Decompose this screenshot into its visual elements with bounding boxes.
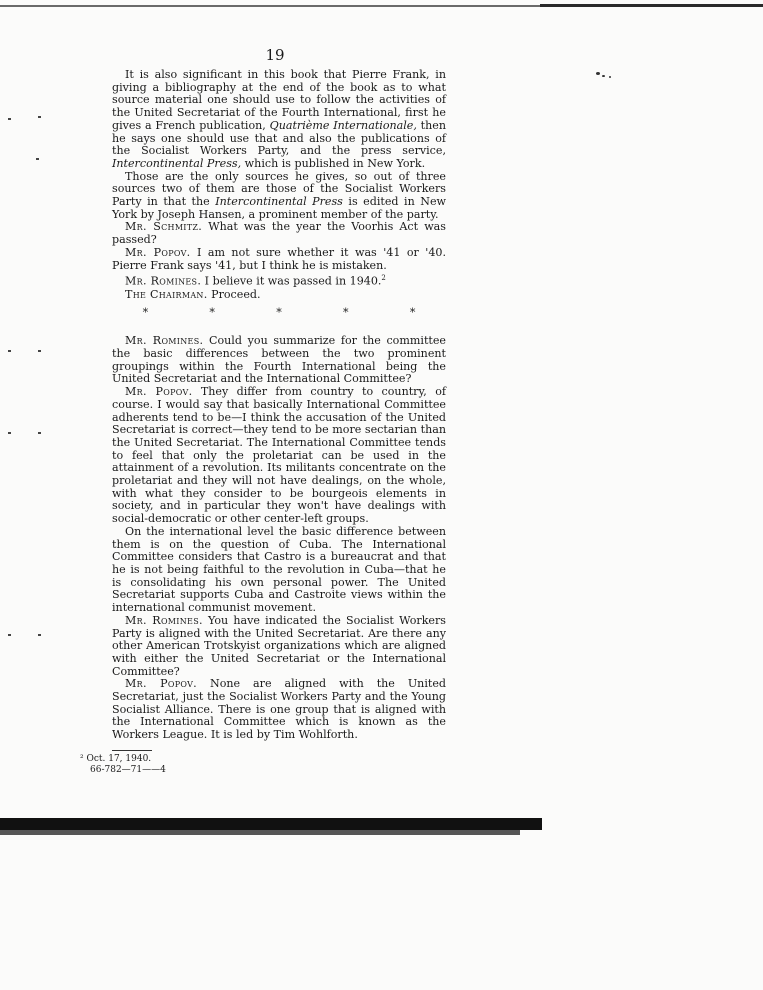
page-number: 19 <box>265 46 285 64</box>
paragraph-text: I believe it was passed in 1940. <box>201 274 382 288</box>
paragraph-text: What was the year the Voorhis Act was passed? <box>112 220 446 247</box>
footnote-marker: 2 <box>381 274 386 283</box>
footnote-rule <box>112 750 152 751</box>
paragraph-text: On the international level the basic difference between them is on the question of Cuba. The International Committee considers that Castro is a bureaucrat and that he is not being faithful to the revolution in Cuba—that he is consolidating his own personal power. The United Secretariat supports Cuba and Castroite views within the international communist movement. <box>112 524 446 615</box>
publication-title: Intercontinental Press <box>215 195 343 209</box>
asterisk: * <box>209 306 215 320</box>
asterisk: * <box>142 306 149 320</box>
paragraph <box>112 386 446 526</box>
asterisk: * <box>276 306 282 320</box>
margin-mark <box>38 634 41 636</box>
speaker-name: Mr. Popov. <box>125 385 193 399</box>
speaker-name: The Chairman. <box>125 287 208 301</box>
top-scan-edge-bold <box>540 4 763 7</box>
paragraph-text: Those are the only sources he gives, so out of three sources two of them are those of the Socialist Workers Party in that the <box>112 169 446 209</box>
speaker-name: Mr. Popov. <box>125 677 198 691</box>
margin-mark <box>38 350 41 352</box>
paragraph <box>112 335 446 386</box>
speaker-name: Mr. Schmitz. <box>125 220 203 234</box>
print-code: 66-782—71——4 <box>90 764 166 775</box>
speaker-name: Mr. Popov. <box>125 245 191 259</box>
asterisk: * <box>343 306 349 320</box>
speaker-name: Mr. Romines. <box>125 613 203 627</box>
paragraph-text: I am not sure whether it was '41 or '40. Pierre Frank says '41, but I think he is mistaken. <box>112 245 446 272</box>
paragraph <box>112 221 446 246</box>
paragraph-text: You have indicated the Socialist Workers Party is aligned with the United Secretariat. Are there any other American Trotskyist organizations which are aligned with either the United Secretariat or the International Committee? <box>112 613 446 678</box>
margin-mark <box>38 432 41 434</box>
footnote-text: ² Oct. 17, 1940. <box>80 753 152 764</box>
publication-title: Quatrième Internationale, <box>269 118 417 132</box>
section-break <box>112 301 446 325</box>
paragraph <box>112 69 446 171</box>
paragraph-text: Could you summarize for the committee the basic differences between the two prominent groupings within the Fourth International being the United Secretariat and the International Committee? <box>112 334 446 386</box>
margin-mark <box>8 432 11 434</box>
margin-mark <box>36 158 39 160</box>
footnote <box>80 750 446 776</box>
paragraph-text: is edited in New York by Joseph Hansen, a prominent member of the party. <box>112 195 447 221</box>
paragraph-text: then he says one should use that and also the publications of the Socialist Workers Party, and the press service, <box>112 118 446 158</box>
margin-mark <box>8 350 11 352</box>
paragraph <box>112 272 446 288</box>
paragraph <box>112 526 446 615</box>
margin-mark <box>8 634 11 636</box>
paragraph <box>112 678 446 742</box>
publication-title: Intercontinental Press, <box>112 156 242 170</box>
speaker-name: Mr. Romines. <box>125 274 202 288</box>
paragraph-text: It is also significant in this book that Pierre Frank, in giving a bibliography at the end of the book as to what source material one should use to follow the activities of the United Secretariat of the Fourth International, first he gives a French publication, <box>112 68 446 132</box>
margin-mark <box>38 116 41 118</box>
paragraph-text: Proceed. <box>207 287 261 301</box>
scan-shadow-band <box>0 818 542 830</box>
paragraph <box>112 171 446 222</box>
paragraph <box>112 247 446 272</box>
paragraph <box>112 289 446 302</box>
asterisk: * <box>409 306 416 320</box>
scan-speck <box>596 72 600 75</box>
paragraph-text: which is published in New York. <box>241 156 426 170</box>
margin-mark <box>8 118 11 120</box>
scan-speck <box>602 75 605 77</box>
transcript-body <box>80 68 447 776</box>
speaker-name: Mr. Romines. <box>125 334 204 348</box>
paragraph <box>112 615 446 679</box>
paragraph-text: They differ from country to country, of course. I would say that basically International Committee adherents tend to be—I think the accusation of the United Secretariat is correct—they tend to be more sectarian than the United Secretariat. The International Committee tends to feel that only the proletariat can be used in the attainment of a revolution. Its militants concentrate on the proletariat and they will not have dealings, on the whole, with what they consider to be bourgeois elements in society, and in particular they won't have dealings with social-democratic or other center-left groups. <box>112 385 446 526</box>
paragraph-text: None are aligned with the United Secretariat, just the Socialist Workers Party and the Young Socialist Alliance. There is one group that is aligned with the International Committee which is known as the Workers League. It is led by Tim Wohlforth. <box>112 677 446 742</box>
scan-speck <box>609 76 611 78</box>
scan-shadow-fade <box>0 830 520 835</box>
